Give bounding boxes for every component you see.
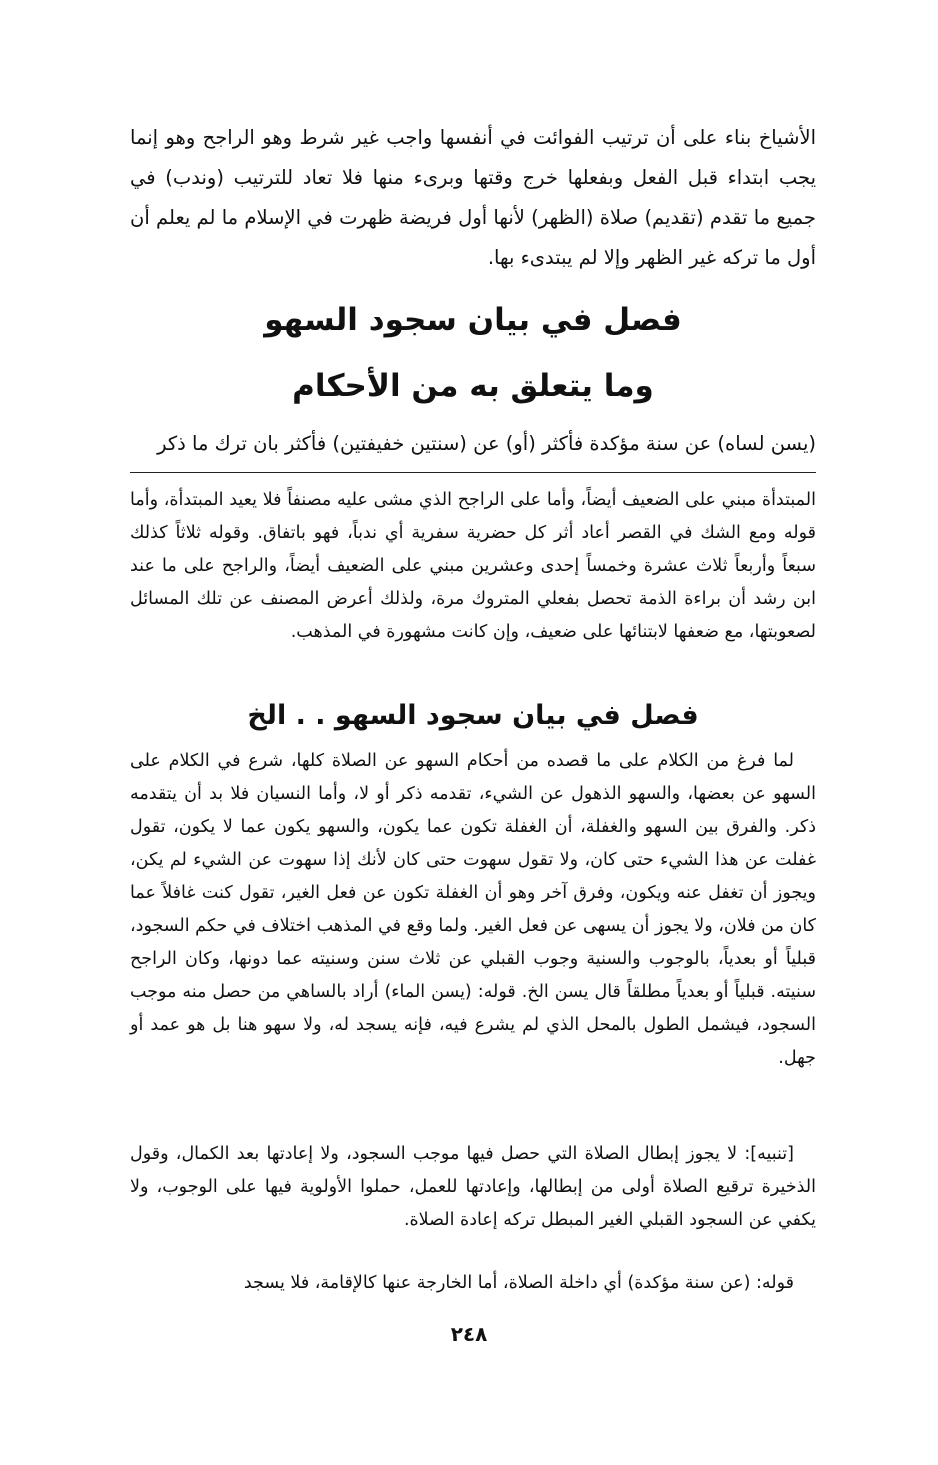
commentary-body-block [130,745,816,1075]
page-number: ٢٤٨ [450,1322,488,1346]
note-paragraph: [تنبيه]: لا يجوز إبطال الصلاة التي حصل فيها موجب السجود، ولا إعادتها بعد الكمال، وقول الذخيرة ترقيع الصلاة أولى من إبطالها، وإعادتها للعمل، حملوا الأولوية فيها على الوجوب، ولا يكفي عن السجود القبلي الغير المبطل تركه إعادة الصلاة. [130,1144,816,1230]
main-text-after-title [130,424,816,464]
main-paragraph-continued: (يسن لساه) عن سنة مؤكدة فأكثر (أو) عن (سنتين خفيفتين) فأكثر بان ترك ما ذكر [157,432,816,455]
commentary-paragraph-top: المبتدأة مبني على الضعيف أيضاً، وأما على الراجح الذي مشى عليه مصنفاً فلا يعيد المبتدأة، وأما قوله ومع الشك في القصر أعاد أثر كل حضرية سفرية أي ندباً، فهو باتفاق. وقوله ثلاثاً كذلك سبعاً وأربعاً ثلاث عشرة وخمساً إحدى وعشرين مبني على الضعيف أيضاً، والراجح على ما عند ابن رشد أن براءة الذمة تحصل بفعلي المتروك مرة، ولذلك أعرض المصنف عن تلك المسائل لصعوبتها، مع ضعفها لابتنائها على ضعيف، وإن كانت مشهورة في المذهب. [130,490,816,642]
chapter-title-line-2: وما يتعلق به من الأحكام [292,368,654,404]
commentary-section-heading: فصل في بيان سجود السهو . . الخ [247,700,699,731]
main-text-block [130,118,816,278]
footnote-divider [130,472,816,473]
commentary-top-block [130,484,816,649]
main-paragraph: الأشياخ بناء على أن ترتيب الفوائت في أنفسها واجب غير شرط وهو الراجح وهو إنما يجب ابتداء قبل الفعل وبفعلها خرج وقتها وبرىء منها فلا تعاد للترتيب (وندب) في جميع ما تقدم (تقديم) صلاة (الظهر) لأنها أول فريضة ظهرت في الإسلام ما لم يعلم أن أول ما تركه غير الظهر وإلا لم يبتدىء بها. [130,126,816,269]
commentary-paragraph-body: لما فرغ من الكلام على ما قصده من أحكام السهو عن الصلاة كلها، شرع في الكلام على السهو عن بعضها، والسهو الذهول عن الشيء، تقدمه ذكر أو لا، وأما النسيان فلا بد أن يتقدمه ذكر. والفرق بين السهو والغفلة، أن الغفلة تكون عما يكون، والسهو يكون عما لا يكون، تقول غفلت عن هذا الشيء حتى كان، ولا تقول سهوت حتى كان لأنك إذا سهوت عن الشيء لم يكن، ويجوز أن تغفل عنه ويكون، وفرق آخر وهو أن الغفلة تكون عن فعل الغير، تقول كنت غافلاً عما كان من فلان، ولا يجوز أن يسهى عن فعل الغير. ولما وقع في المذهب اختلاف في حكم السجود، قبلياً أو بعدياً، بالوجوب والسنية وجوب القبلي عن ثلاث سنن وسنيته عما دونها، وكان الراجح سنيته. قبلياً أو بعدياً مطلقاً قال يسن الخ. قوله: (يسن الماء) أراد بالساهي من حصل منه موجب السجود، فيشمل الطول بالمحل الذي لم يشرع فيه، فإنه يسجد له، ولا سهو هنا بل هو عمد أو جهل. [130,751,816,1068]
chapter-title-line-1: فصل في بيان سجود السهو [264,302,682,338]
note-block [130,1138,816,1237]
last-line-block [130,1267,816,1300]
last-line-paragraph: قوله: (عن سنة مؤكدة) أي داخلة الصلاة، أما الخارجة عنها كالإقامة، فلا يسجد [243,1273,794,1293]
